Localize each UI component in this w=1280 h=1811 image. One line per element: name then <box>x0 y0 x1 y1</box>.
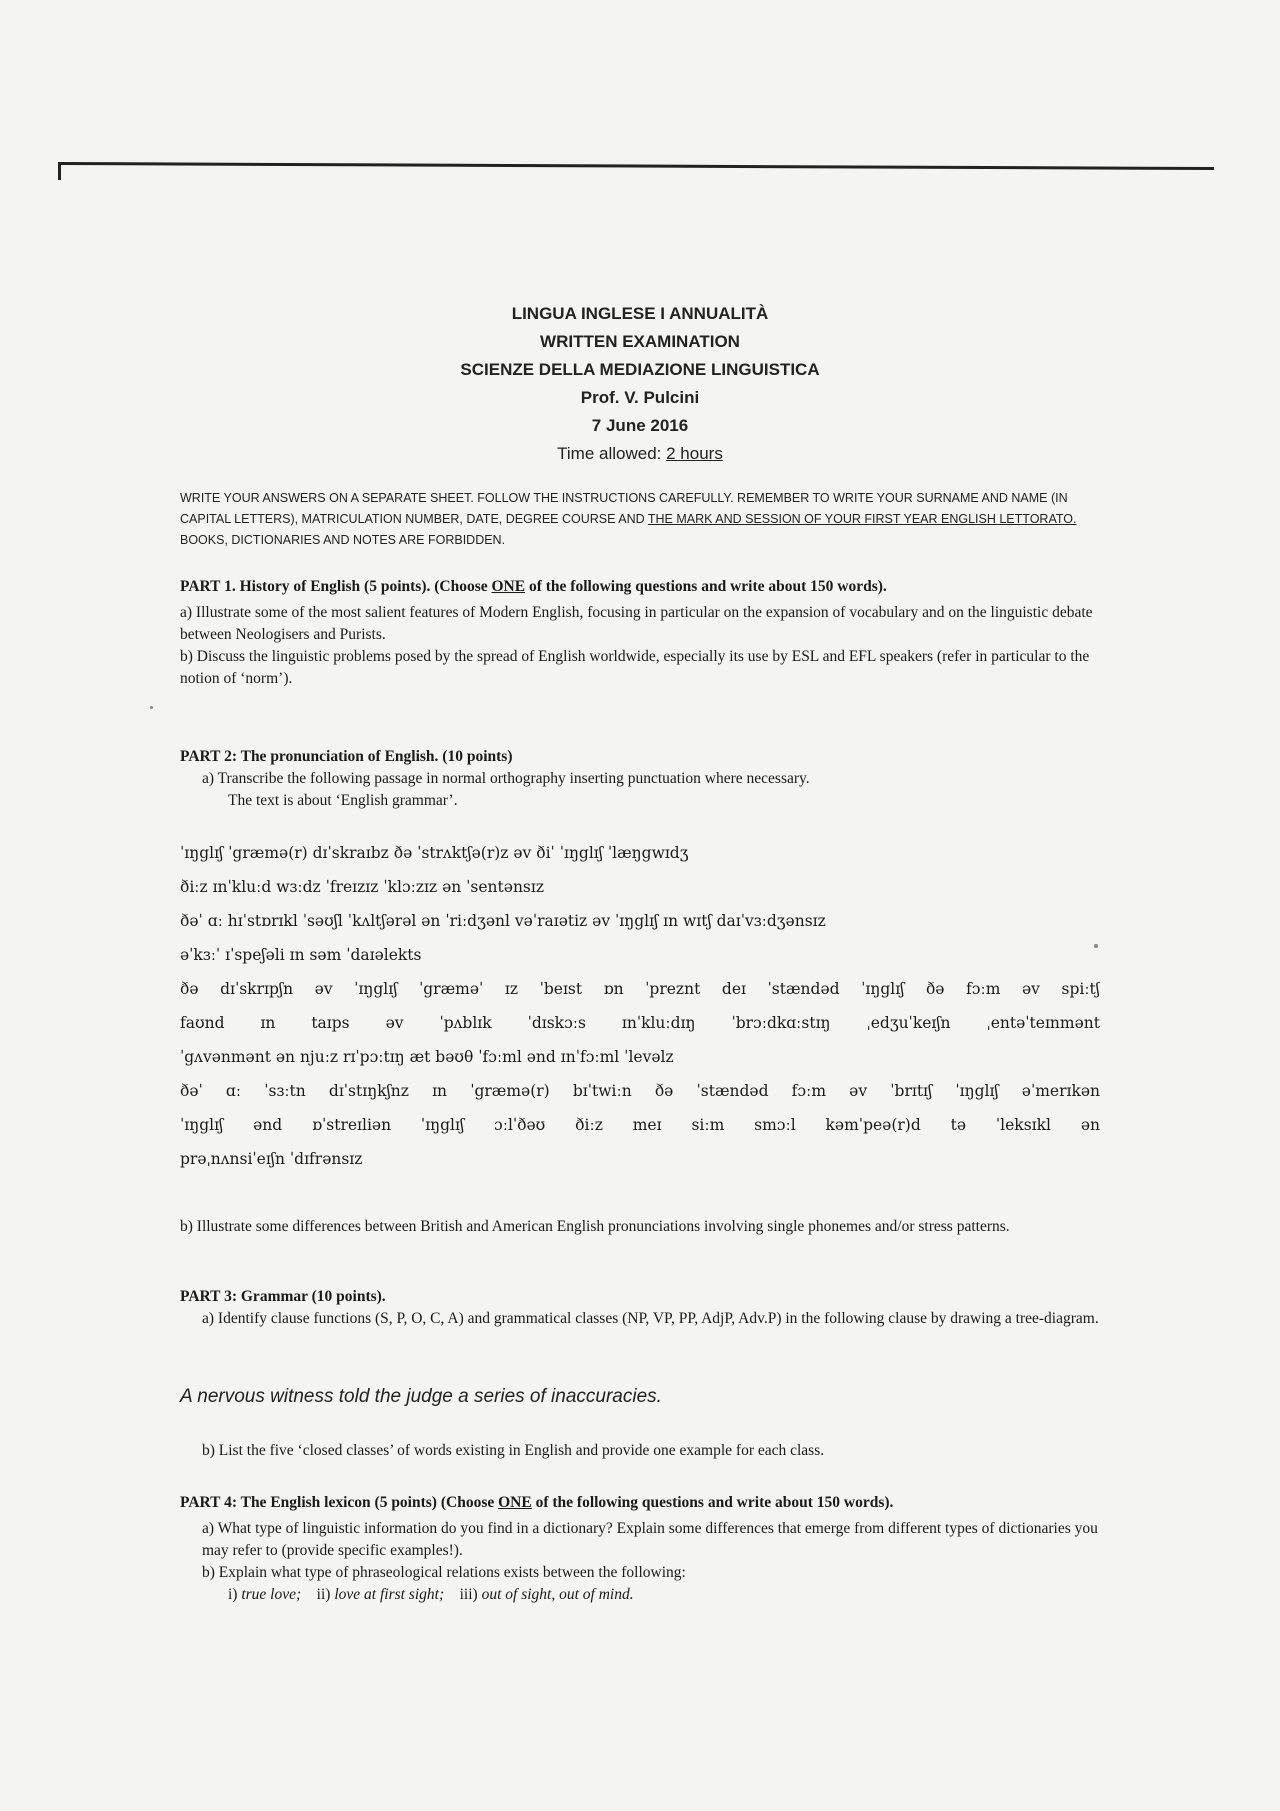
instructions <box>180 488 1100 551</box>
exam-header <box>0 300 1280 468</box>
part-4-title-c: of the following questions and write about 150 words). <box>531 1494 894 1511</box>
part-2-question-b: b) Illustrate some differences between British and American English pronunciations involving single phonemes and/or stress patterns. <box>180 1218 1010 1235</box>
example-ii-text: love at first sight; <box>334 1586 445 1603</box>
example-iii-num: iii) <box>459 1586 482 1603</box>
header-line-5: 7 June 2016 <box>591 416 689 435</box>
time-allowed-label: Time allowed: <box>557 444 667 463</box>
part-3-question-b-wrap <box>180 1440 1100 1462</box>
part-4-question-a: a) What type of linguistic information do you find in a dictionary? Explain some differences that emerge from different types of dictionaries you may refer to (provide specific examples!). <box>202 1520 1098 1559</box>
ipa-line: ˈgʌvənmənt ən njuːz rɪˈpɔːtɪŋ æt bəʊθ ˈfɔːml ənd ɪnˈfɔːml ˈlevəlz <box>180 1048 674 1066</box>
instructions-text-c: BOOKS, DICTIONARIES AND NOTES ARE FORBIDDEN. <box>180 533 506 547</box>
instructions-text-b: THE MARK AND SESSION OF YOUR FIRST YEAR ENGLISH LETTORATO. <box>647 512 1077 526</box>
part-1-title <box>180 576 1100 598</box>
ipa-line: ˈɪŋglɪʃ ənd ɒˈstreɪliən ˈɪŋglɪʃ ɔːlˈðəʊ ðiːz meɪ siːm smɔːl kəmˈpeə(r)d tə ˈleksɪkl ən <box>180 1116 1100 1134</box>
example-i-num: i) <box>228 1586 242 1603</box>
header-line-3: SCIENZE DELLA MEDIAZIONE LINGUISTICA <box>460 360 820 379</box>
ipa-line: ðəˈ ɑː ˈsɜːtn dɪˈstɪŋkʃnz ɪn ˈgræmə(r) bɪˈtwiːn ðə ˈstændəd fɔːm əv ˈbrɪtɪʃ ˈɪŋglɪʃ əˈmerɪkən <box>180 1082 1100 1100</box>
time-allowed-value: 2 hours <box>666 444 723 463</box>
header-line-4: Prof. V. Pulcini <box>580 388 700 407</box>
ipa-line: ˈɪŋglɪʃ ˈgræmə(r) dɪˈskraɪbz ðə ˈstrʌktʃə(r)z əv ðiˈ ˈɪŋglɪʃ ˈlæŋgwɪdʒ <box>180 844 689 862</box>
top-border-corner <box>58 162 61 180</box>
part-4-question-b: b) Explain what type of phraseological relations exists between the following: <box>202 1564 686 1581</box>
analysis-sentence: A nervous witness told the judge a series of inaccuracies. <box>180 1386 662 1407</box>
part-1-question-a: a) Illustrate some of the most salient features of Modern English, focusing in particular on the expansion of vocabulary and on the linguistic debate between Neologisers and Purists. <box>180 604 1093 643</box>
example-iii-text: out of sight, out of mind. <box>481 1586 634 1603</box>
part-3-title: PART 3: Grammar (10 points). <box>180 1288 386 1305</box>
part-2-title: PART 2: The pronunciation of English. (10 points) <box>180 748 513 765</box>
part-2 <box>180 746 1100 812</box>
part-3 <box>180 1286 1100 1330</box>
part-2-question-a: a) Transcribe the following passage in normal orthography inserting punctuation where necessary. <box>202 770 810 787</box>
instructions-text-a: WRITE YOUR ANSWERS ON A SEPARATE SHEET. FOLLOW THE INSTRUCTIONS CAREFULLY. REMEMBER TO WRITE YOUR SURNAME AND NAME (IN CAPITAL LETTERS), MATRICULATION NUMBER, DATE, DEGREE COURSE AND <box>180 491 1068 526</box>
part-1 <box>180 576 1100 690</box>
part-3-question-a: a) Identify clause functions (S, P, O, C, A) and grammatical classes (NP, VP, PP, AdjP, Adv.P) in the following clause by drawing a tree-diagram. <box>202 1310 1099 1327</box>
part-4-title-a: PART 4: The English lexicon (5 points) (Choose <box>180 1494 499 1511</box>
ipa-line: əˈkɜːˈ ɪˈspeʃəli ɪn səm ˈdaɪəlekts <box>180 946 422 964</box>
part-1-title-a: PART 1. History of English (5 points). (Choose <box>180 578 492 595</box>
ipa-line: faʊnd ɪn taɪps əv ˈpʌblɪk ˈdɪskɔːs ɪnˈkluːdɪŋ ˈbrɔːdkɑːstɪŋ ˌedʒuˈkeɪʃn ˌentəˈteɪnmənt <box>180 1014 1100 1032</box>
part-4-examples <box>180 1584 1100 1606</box>
header-line-2: WRITTEN EXAMINATION <box>540 332 740 351</box>
ipa-line: prəˌnʌnsiˈeɪʃn ˈdɪfrənsɪz <box>180 1150 363 1168</box>
example-ii-num: ii) <box>316 1586 335 1603</box>
part-4 <box>180 1492 1100 1606</box>
scan-speck <box>1094 944 1098 948</box>
ipa-line: ðəˈ ɑː hɪˈstɒrɪkl ˈsəʊʃl ˈkʌltʃərəl ən ˈriːdʒənl vəˈraɪətiz əv ˈɪŋglɪʃ ɪn wɪtʃ daɪˈvɜːdʒənsɪz <box>180 912 826 930</box>
example-i-text: true love; <box>241 1586 302 1603</box>
ipa-passage <box>180 836 1100 1176</box>
top-border-line <box>58 162 1214 170</box>
part-4-title-b: ONE <box>498 1494 532 1511</box>
part-2-question-a-note: The text is about ‘English grammar’. <box>228 792 458 809</box>
scan-speck <box>150 706 153 709</box>
time-allowed <box>0 440 1280 468</box>
ipa-line: ðiːz ɪnˈkluːd wɜːdz ˈfreɪzɪz ˈklɔːzɪz ən ˈsentənsɪz <box>180 878 545 896</box>
part-3-question-b: b) List the five ‘closed classes’ of words existing in English and provide one example for each class. <box>202 1442 825 1459</box>
part-1-question-b: b) Discuss the linguistic problems posed by the spread of English worldwide, especially its use by ESL and EFL speakers (refer in particular to the notion of ‘norm’). <box>180 648 1090 687</box>
ipa-line: ðə dɪˈskrɪpʃn əv ˈɪŋglɪʃ ˈgræməˈ ɪz ˈbeɪst ɒn ˈpreznt deɪ ˈstændəd ˈɪŋglɪʃ ðə fɔːm əv spiːtʃ <box>180 980 1100 998</box>
part-1-title-c: of the following questions and write about 150 words). <box>525 578 887 595</box>
part-4-title <box>180 1492 1100 1514</box>
part-1-title-b: ONE <box>491 578 526 595</box>
header-line-1: LINGUA INGLESE I ANNUALITÀ <box>511 304 769 323</box>
